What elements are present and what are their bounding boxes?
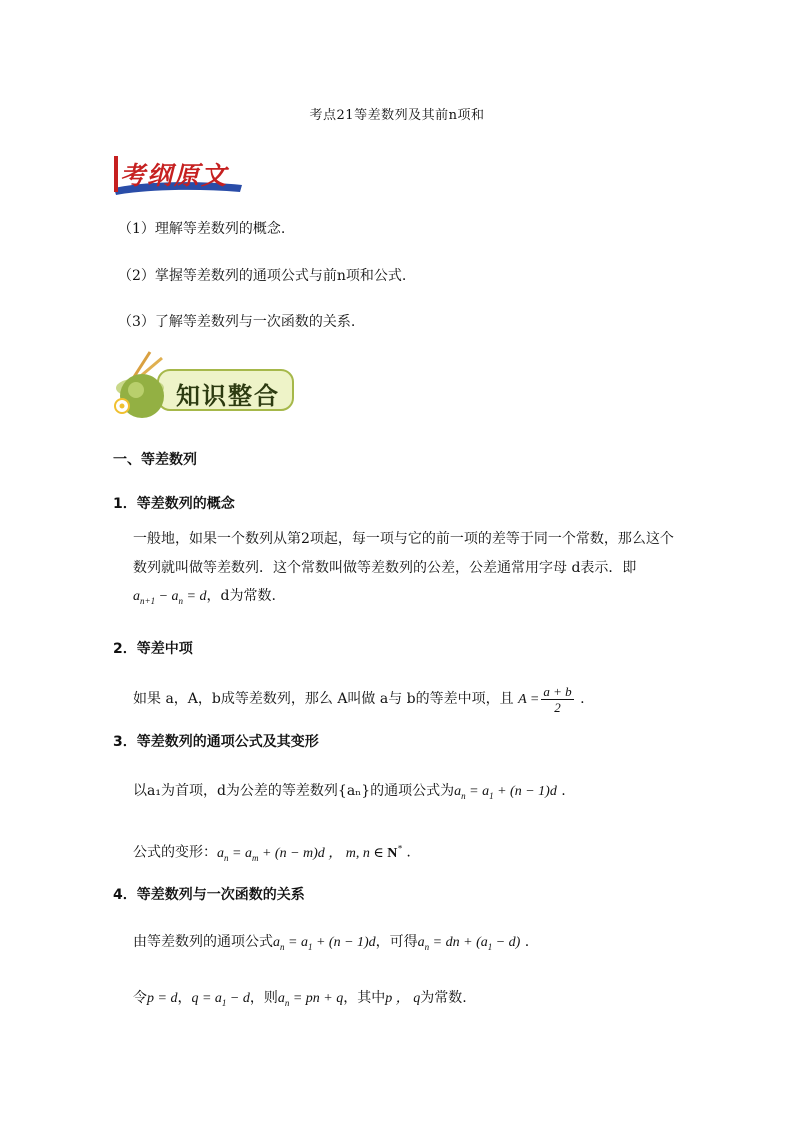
formula-q: $q = a_1 - d$ [191, 991, 250, 1008]
formula-general-term-variant: $a_n = a_m + (n - m)d$ ， m, n ∈ N* [217, 843, 402, 863]
paragraph-4b: 令p = d，$q = a_1 - d$，则$a_n$ = pn + q，其中p ， q为常数. [133, 990, 467, 1008]
paragraph-1-line-1: 一般地，如果一个数列从第2项起，每一项与它的前一项的差等于同一个常数，那么这个 [133, 531, 674, 547]
formula-linear: $a_n$ = pn + q [277, 991, 344, 1008]
syllabus-banner [112, 152, 244, 198]
syllabus-item-2: （2）掌握等差数列的通项公式与前n项和公式. [118, 268, 407, 284]
section-heading: 一、等差数列 [113, 452, 197, 468]
formula-general-term-2: $a_n = a_1 + (n - 1)d$ [273, 935, 376, 952]
subheading-2: 2．等差中项 [113, 641, 193, 657]
subheading-3: 3．等差数列的通项公式及其变形 [113, 734, 319, 750]
subheading-1: 1．等差数列的概念 [113, 496, 235, 512]
formula-pq: p ， q [385, 991, 421, 1006]
formula-p: p = d [147, 991, 178, 1006]
paragraph-1-line-3: $a_{n+1} - a_n = d$，d为常数. [133, 588, 276, 606]
formula-arithmetic-mean: A = $\frac{a + b}{2}$ [518, 684, 572, 716]
syllabus-item-3: （3）了解等差数列与一次函数的关系. [118, 314, 356, 330]
syllabus-banner-label: 考纲原文 [120, 161, 229, 190]
syllabus-item-1: （1）理解等差数列的概念. [118, 221, 286, 237]
paragraph-2: 如果 a，A，b成等差数列，那么 A叫做 a与 b的等差中项，且 A = $\frac{a + b}{2}$ . [133, 684, 585, 716]
knowledge-banner [112, 350, 297, 420]
page-title: 考点21等差数列及其前n项和 [309, 108, 485, 123]
knowledge-banner-label: 知识整合 [176, 382, 280, 410]
paragraph-1-line-2: 数列就叫做等差数列．这个常数叫做等差数列的公差，公差通常用字母 d表示．即 [133, 560, 637, 576]
subheading-4: 4．等差数列与一次函数的关系 [113, 887, 305, 903]
formula-common-difference: $a_{n+1} - a_n = d$ [133, 589, 207, 606]
formula-linear-form: $a_n$ = dn + $(a_1 - d)$ [417, 935, 521, 952]
formula-general-term: $a_n = a_1 + (n - 1)d$ [454, 784, 557, 801]
paragraph-3: 以a₁为首项，d为公差的等差数列{aₙ}的通项公式为$a_n = a_1 + (n - 1)d$ . [133, 783, 566, 801]
paragraph-3b: 公式的变形：$a_n = a_m + (n - m)d$ ， m, n ∈ N* . [133, 843, 411, 863]
paragraph-4: 由等差数列的通项公式$a_n = a_1 + (n - 1)d$，可得$a_n$ = dn + $(a_1 - d)$ . [133, 934, 530, 952]
